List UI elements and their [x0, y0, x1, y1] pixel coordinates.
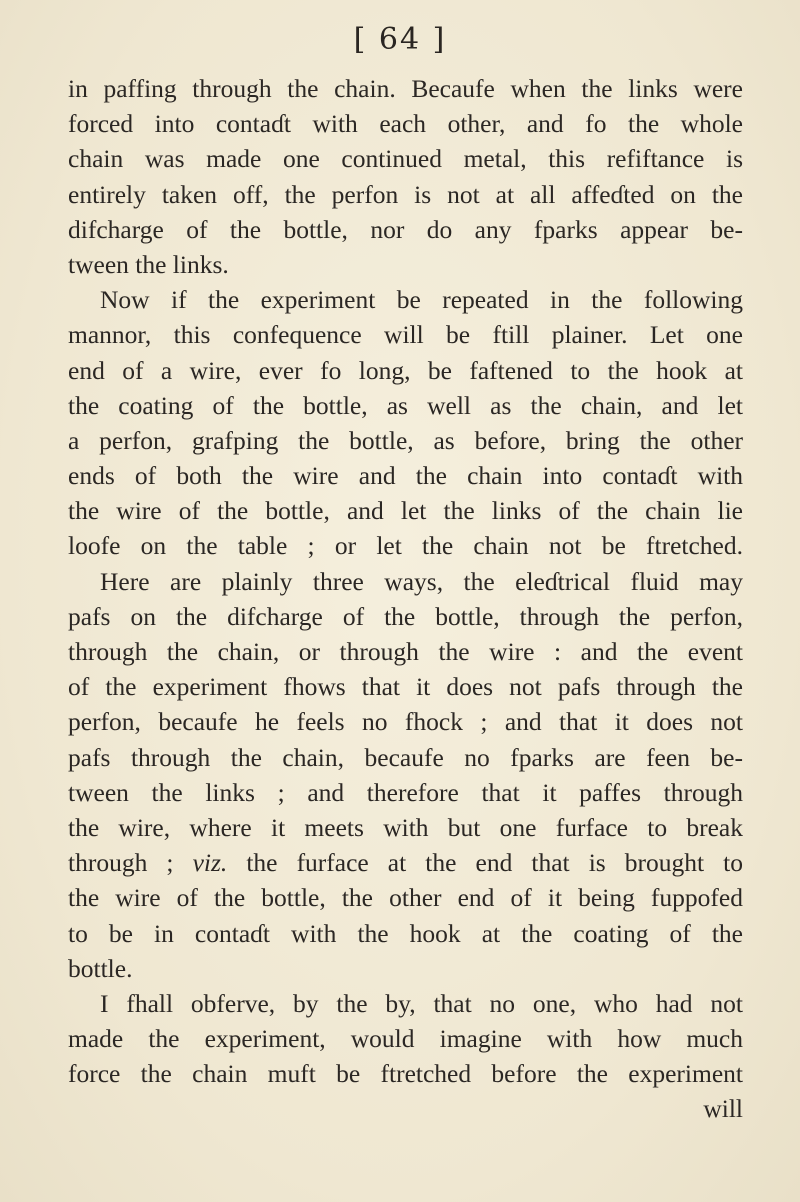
text-line: bottle.	[68, 953, 133, 983]
body-text	[68, 71, 743, 1127]
page-number: [ 64 ]	[353, 22, 447, 57]
text-line: Here are plainly three ways, the eleɗtrical fluid may	[100, 566, 743, 596]
text-line: forced into contaɗt with each other, and fo the whole	[68, 109, 743, 139]
text-line: of the experiment fhows that it does not pafs through the	[68, 672, 743, 702]
text-line: pafs through the chain, becaufe no fparks are feen be-	[68, 742, 743, 772]
text-line: the wire, where it meets with but one furface to break	[68, 812, 743, 842]
text-line: force the chain muft be ftretched before the experiment	[68, 1059, 743, 1089]
text-line: in paffing through the chain. Becaufe when the links were	[68, 74, 743, 103]
text-line: chain was made one continued metal, this refiftance is	[68, 144, 743, 174]
italic-abbreviation: viz.	[192, 848, 228, 878]
text-fragment: through ;	[68, 848, 174, 878]
text-line: the wire of the bottle, and let the links of the chain lie	[68, 496, 743, 526]
text-line: pafs on the difcharge of the bottle, through the perfon,	[68, 601, 743, 631]
catchword: will	[703, 1094, 743, 1124]
text-line: tween the links ; and therefore that it paffes through	[68, 777, 743, 807]
text-line: the wire of the bottle, the other end of it being fuppofed	[68, 883, 743, 913]
text-line: end of a wire, ever fo long, be faftened to the hook at	[68, 355, 743, 385]
text-line	[68, 845, 743, 880]
text-line: the coating of the bottle, as well as the chain, and let	[68, 390, 743, 420]
text-line: mannor, this confequence will be ftill plainer. Let one	[68, 320, 743, 350]
text-line: a perfon, grafping the bottle, as before, bring the other	[68, 425, 743, 455]
text-line: to be in contaɗt with the hook at the coating of the	[68, 918, 743, 948]
text-line: Now if the experiment be repeated in the following	[100, 285, 743, 315]
text-line: entirely taken off, the perfon is not at all affeɗted on the	[68, 179, 743, 209]
text-line: tween the links.	[68, 249, 229, 279]
text-line: difcharge of the bottle, nor do any fparks appear be-	[68, 214, 743, 244]
text-fragment: the furface at the end that is brought to	[246, 848, 744, 878]
text-line: loofe on the table ; or let the chain not be ftretched.	[68, 531, 743, 561]
text-line: ends of both the wire and the chain into contaɗt with	[68, 461, 743, 491]
text-line: perfon, becaufe he feels no fhock ; and that it does not	[68, 707, 743, 737]
text-line: through the chain, or through the wire : and the event	[68, 637, 743, 666]
text-line: made the experiment, would imagine with how much	[68, 1024, 743, 1054]
text-line: I fhall obferve, by the by, that no one, who had not	[100, 988, 743, 1018]
